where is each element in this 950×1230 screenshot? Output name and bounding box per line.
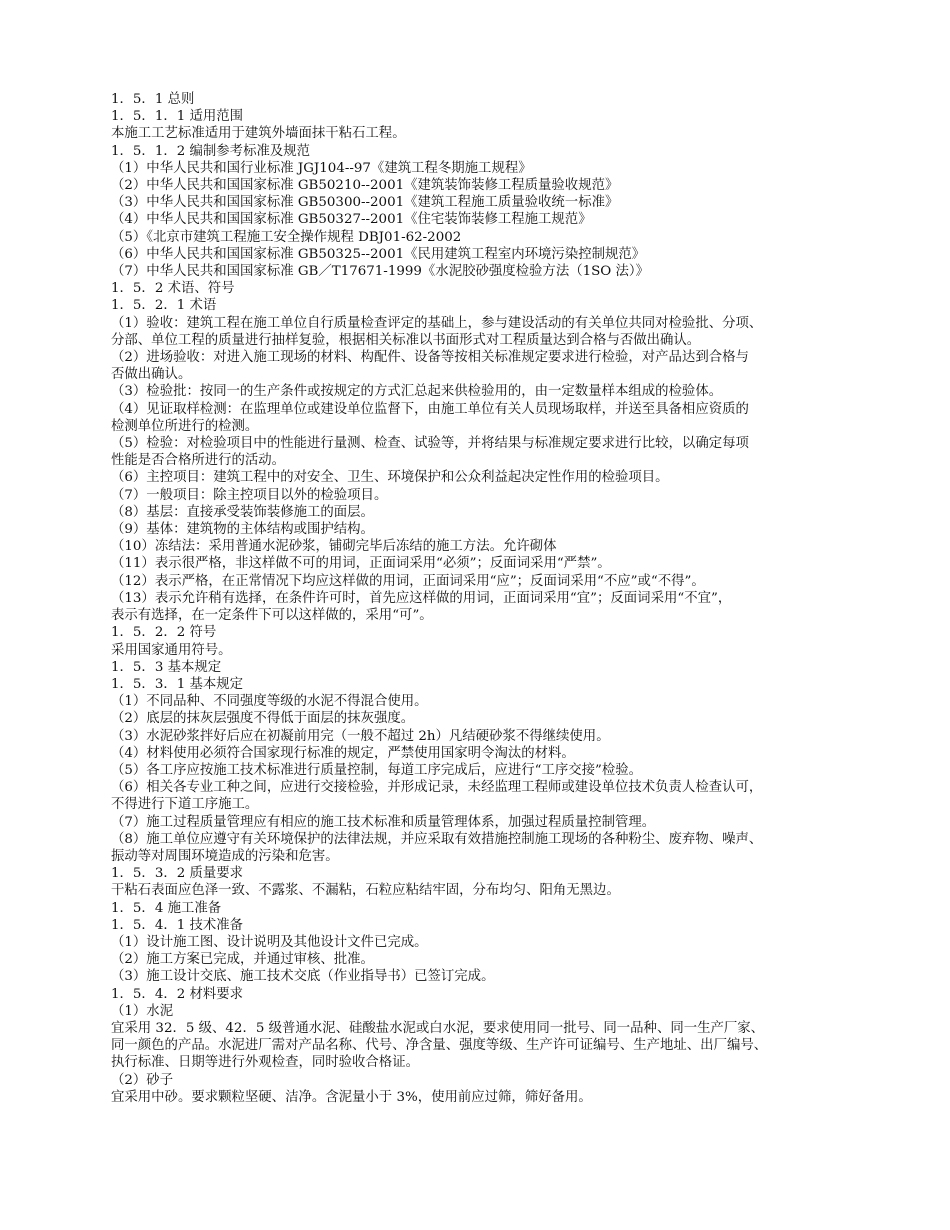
document-line: （2）进场验收：对进入施工现场的材料、构配件、设备等按相关标准规定要求进行检验，对产品达到合格与: [111, 350, 749, 366]
document-line: （7）中华人民共和国国家标准 GB／T17671-1999《水泥胶砂强度检验方法（1SO 法）》: [111, 264, 649, 280]
document-line: （5）《北京市建筑工程施工安全操作规程 DBJ01-62-2002: [111, 229, 462, 245]
document-body: [111, 91, 851, 1106]
document-line: 1．5．4 施工准备: [111, 900, 222, 916]
document-line: （1）不同品种、不同强度等级的水泥不得混合使用。: [111, 694, 428, 710]
document-line: 本施工工艺标准适用于建筑外墙面抹干粘石工程。: [111, 126, 406, 142]
document-line: （7）一般项目：除主控项目以外的检验项目。: [111, 487, 388, 503]
document-line: （4）材料使用必须符合国家现行标准的规定，严禁使用国家明令淘汰的材料。: [111, 745, 575, 761]
document-line: 不得进行下道工序施工。: [111, 797, 259, 813]
document-line: （12）表示严格，在正常情况下均应这样做的用词，正面词采用“应”；反面词采用“不应”或“不得”。: [111, 573, 705, 589]
document-line: （2）施工方案已完成，并通过审核、批准。: [111, 952, 374, 968]
document-line: （13）表示允许稍有选择，在条件许可时，首先应这样做的用词，正面词采用“宜”；反面词采用“不宜”，: [111, 590, 732, 606]
document-line: （10）冻结法：采用普通水泥砂浆，铺砌完毕后冻结的施工方法。允许砌体: [111, 539, 557, 555]
document-line: 1．5．4．1 技术准备: [111, 917, 244, 933]
document-line: （9）基体：建筑物的主体结构或围护结构。: [111, 522, 374, 538]
document-line: 检测单位所进行的检测。: [111, 418, 259, 434]
document-line: 表示有选择，在一定条件下可以这样做的，采用“可”。: [111, 608, 433, 624]
document-line: 1．5．3．2 质量要求: [111, 866, 244, 882]
document-line: 执行标准、日期等进行外观检查，同时验收合格证。: [111, 1055, 419, 1071]
document-line: 采用国家通用符号。: [111, 642, 232, 658]
document-line: 1．5．1．1 适用范围: [111, 109, 244, 125]
document-line: （4）见证取样检测：在监理单位或建设单位监督下，由施工单位有关人员现场取样，并送至具备相应资质的: [111, 401, 749, 417]
document-line: 1．5．2 术语、符号: [111, 281, 235, 297]
document-line: （11）表示很严格，非这样做不可的用词，正面词采用“必须”；反面词采用“严禁”。: [111, 556, 611, 572]
document-line: 1．5．1．2 编制参考标准及规范: [111, 143, 311, 159]
document-line: （2）砂子: [111, 1072, 174, 1088]
document-line: 1．5．2．2 符号: [111, 625, 217, 641]
document-line: （7）施工过程质量管理应有相应的施工技术标准和质量管理体系，加强过程质量控制管理。: [111, 814, 656, 830]
document-line: （6）相关各专业工种之间，应进行交接检验，并形成记录，未经监理工程师或建设单位技术负责人检查认可，: [111, 780, 763, 796]
document-line: （1）验收：建筑工程在施工单位自行质量检查评定的基础上，参与建设活动的有关单位共同对检验批、分项、: [111, 315, 763, 331]
document-line: （1）设计施工图、设计说明及其他设计文件已完成。: [111, 934, 428, 950]
document-line: （1）中华人民共和国行业标准 JGJ104--97《建筑工程冬期施工规程》: [111, 160, 532, 176]
document-line: （6）主控项目：建筑工程中的对安全、卫生、环境保护和公众利益起决定性作用的检验项目。: [111, 470, 669, 486]
document-line: 1．5．1 总则: [111, 92, 195, 107]
document-line: 同一颜色的产品。水泥进厂需对产品名称、代号、净含量、强度等级、生产许可证编号、生产地址、出厂编号、: [111, 1038, 768, 1054]
document-line: （1）水泥: [111, 1003, 174, 1019]
document-line: 分部、单位工程的质量进行抽样复验，根据相关标准以书面形式对工程质量达到合格与否做出确认。: [111, 332, 701, 348]
document-line: 性能是否合格所进行的活动。: [111, 453, 286, 469]
document-line: 1．5．2．1 术语: [111, 298, 217, 314]
document-line: （4）中华人民共和国国家标准 GB50327--2001《住宅装饰装修工程施工规范》: [111, 212, 592, 228]
document-line: 否做出确认。: [111, 367, 192, 383]
document-line: （2）底层的抹灰层强度不得低于面层的抹灰强度。: [111, 711, 415, 727]
document-line: 1．5．3 基本规定: [111, 659, 222, 675]
document-line: （6）中华人民共和国国家标准 GB50325--2001《民用建筑工程室内环境污染控制规范》: [111, 246, 646, 262]
document-line: （5）检验：对检验项目中的性能进行量测、检查、试验等，并将结果与标准规定要求进行比较，以确定每项: [111, 436, 749, 452]
document-line: 干粘石表面应色泽一致、不露浆、不漏粘，石粒应粘结牢固，分布均匀、阳角无黑边。: [111, 883, 620, 899]
document-line: （3）施工设计交底、施工技术交底（作业指导书）已签订完成。: [111, 969, 495, 985]
document-line: 宜采用 32．5 级、42．5 级普通水泥、硅酸盐水泥或白水泥，要求使用同一批号、同一品种、同一生产厂家、: [111, 1020, 765, 1036]
document-line: （2）中华人民共和国国家标准 GB50210--2001《建筑装饰装修工程质量验收规范》: [111, 178, 619, 194]
document-line: （3）水泥砂浆拌好后应在初凝前用完（一般不超过 2h）凡结硬砂浆不得继续使用。: [111, 728, 610, 744]
document-line: 宜采用中砂。要求颗粒坚硬、洁净。含泥量小于 3%，使用前应过筛，筛好备用。: [111, 1089, 592, 1105]
document-line: （3）检验批：按同一的生产条件或按规定的方式汇总起来供检验用的，由一定数量样本组成的检验体。: [111, 384, 723, 400]
document-line: （8）施工单位应遵守有关环境保护的法律法规，并应采取有效措施控制施工现场的各种粉尘、废弃物、噪声、: [111, 831, 763, 847]
document-line: （8）基层：直接承受装饰装修施工的面层。: [111, 504, 374, 520]
document-line: 1．5．4．2 材料要求: [111, 986, 244, 1002]
document-line: （5）各工序应按施工技术标准进行质量控制，每道工序完成后，应进行“工序交接”检验。: [111, 762, 643, 778]
document-line: 1．5．3．1 基本规定: [111, 676, 244, 692]
document-line: 振动等对周围环境造成的污染和危害。: [111, 848, 339, 864]
document-line: （3）中华人民共和国国家标准 GB50300--2001《建筑工程施工质量验收统一标准》: [111, 195, 619, 211]
